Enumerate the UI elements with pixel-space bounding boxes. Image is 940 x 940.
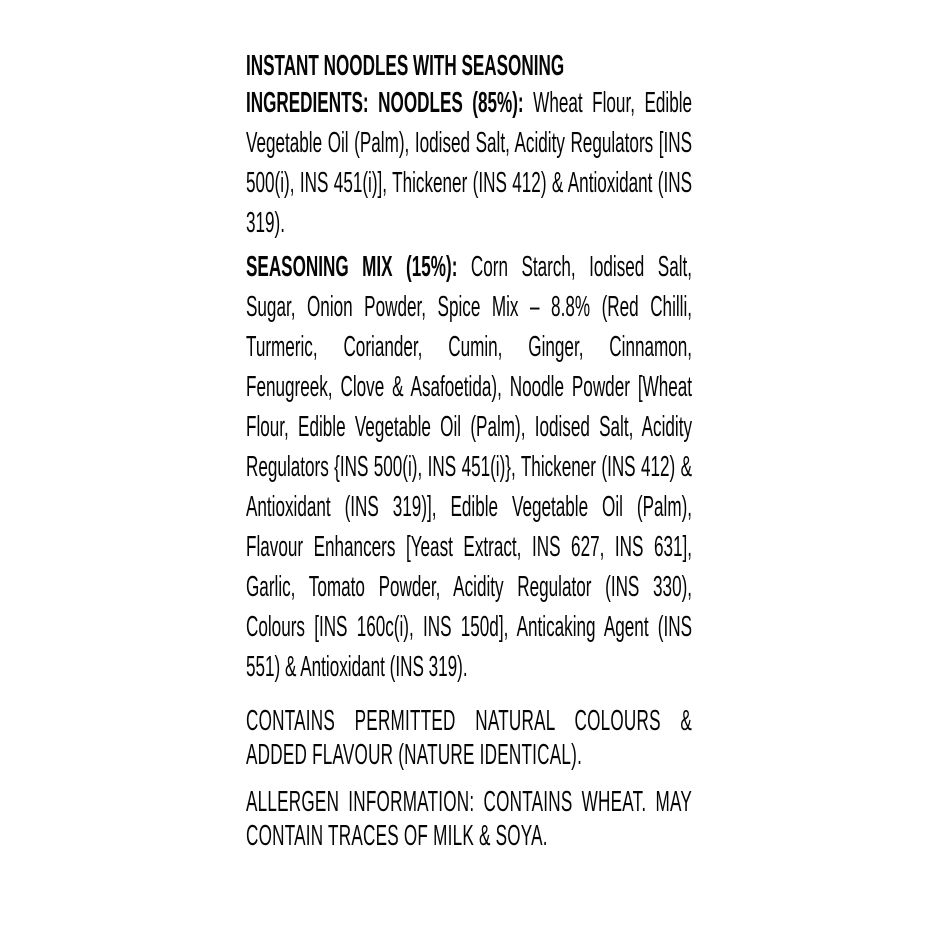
noodles-ingredients-paragraph: [246, 83, 692, 243]
noodles-ingredients-text: Wheat Flour, Edible Vegetable Oil (Palm), Iodised Salt, Acidity Regulators [INS 500(i), INS 451(i)], Thickener (INS 412) & Antioxidant (INS 319).: [246, 87, 693, 239]
label-text-block: [246, 49, 692, 853]
seasoning-mix-paragraph: [246, 247, 692, 687]
seasoning-mix-heading: SEASONING MIX (15%):: [246, 251, 458, 283]
ingredients-noodles-heading: INGREDIENTS: NOODLES (85%):: [246, 87, 524, 119]
allergen-statement: ALLERGEN INFORMATION: CONTAINS WHEAT. MAY CONTAIN TRACES OF MILK & SOYA.: [246, 786, 693, 852]
product-title: INSTANT NOODLES WITH SEASONING: [246, 50, 565, 82]
ingredients-label: [246, 49, 692, 909]
seasoning-mix-text: Corn Starch, Iodised Salt, Sugar, Onion Powder, Spice Mix – 8.8% (Red Chilli, Turmeric, Coriander, Cumin, Ginger, Cinnamon, Fenugreek, Clove & Asafoetida), Noodle Powder [Wheat Flour, Edible Vegetable Oil (Palm), Iodised Salt, Acidity Regulators {INS 500(i), INS 451(i)}, Thickener (INS 412) & Antioxidant (INS 319)], Edible Vegetable Oil (Palm), Flavour Enhancers [Yeast Extract, INS 627, INS 631], Garlic, Tomato Powder, Acidity Regulator (INS 330), Colours [INS 160c(i), INS 150d], Anticaking Agent (INS 551) & Antioxidant (INS 319).: [246, 251, 693, 683]
colours-statement: CONTAINS PERMITTED NATURAL COLOURS & ADDED FLAVOUR (NATURE IDENTICAL).: [246, 705, 693, 771]
